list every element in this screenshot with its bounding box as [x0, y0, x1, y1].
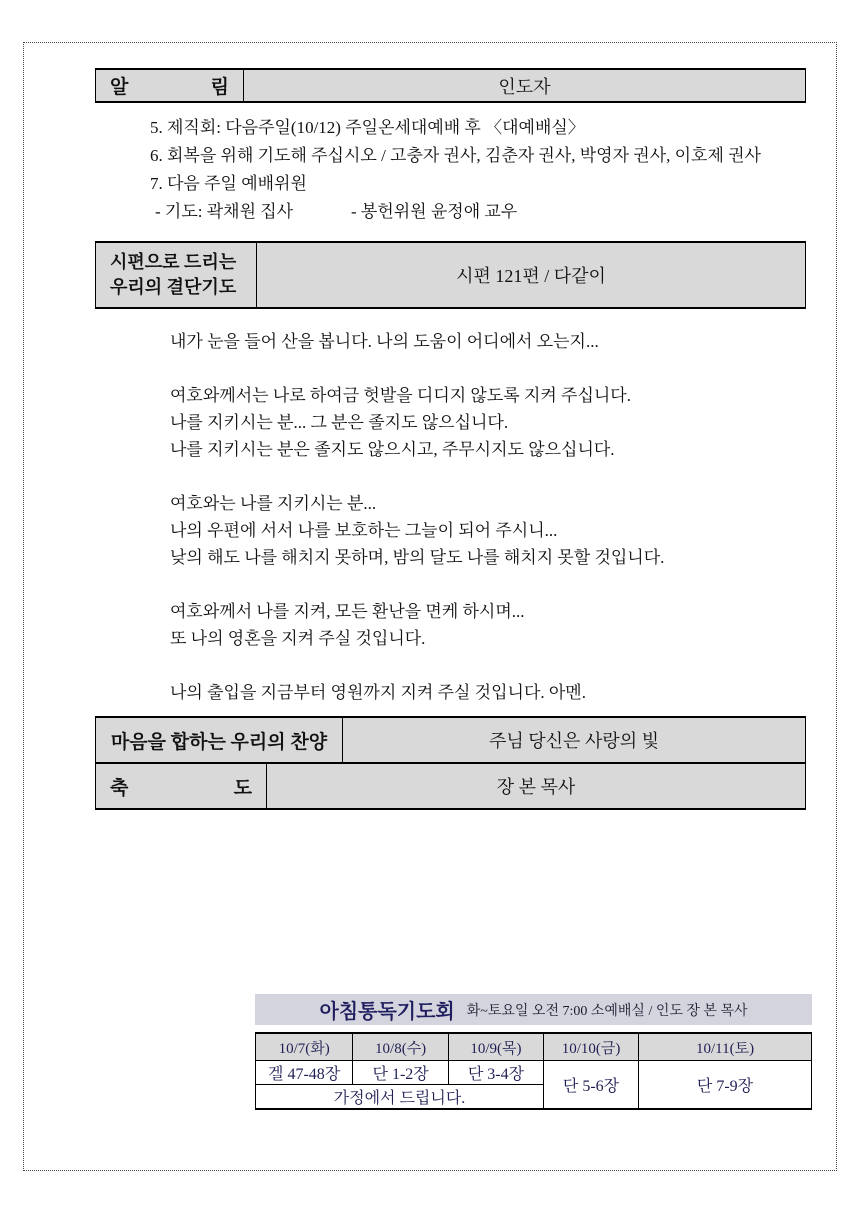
notice-label: [96, 70, 244, 101]
notice-item: 6. 회복을 위해 기도해 주십시오 / 고충자 권사, 김춘자 권사, 박영자 권사, 이호제 권사: [150, 146, 761, 165]
psalm-paragraph: [170, 490, 806, 571]
psalm-line: 여호와는 나를 지키시는 분...: [170, 494, 377, 513]
benediction-row: [95, 762, 806, 810]
psalm-line: 나의 우편에 서서 나를 보호하는 그늘이 되어 주시니...: [170, 521, 558, 540]
morning-reading-cell: 단 1-2장: [353, 1061, 449, 1085]
morning-prayer-section: [255, 994, 812, 1110]
morning-prayer-subtitle: 화~토요일 오전 7:00 소예배실 / 인도 장 본 목사: [466, 1003, 748, 1019]
benediction-pastor-value: 장 본 목사: [496, 777, 576, 797]
morning-day-cell: 10/8(수): [353, 1033, 449, 1061]
morning-reading-cell: 단 3-4장: [448, 1061, 543, 1085]
psalm-line: 낮의 해도 나를 해치지 못하며, 밤의 달도 나를 해치지 못할 것입니다.: [170, 548, 665, 567]
psalm-line: 나를 지키시는 분... 그 분은 졸지도 않으십니다.: [170, 413, 509, 432]
psalm-paragraph: [170, 598, 806, 652]
praise-song-value: 주님 당신은 사랑의 빛: [489, 731, 659, 751]
morning-readings-row: [256, 1061, 812, 1085]
morning-reading-cell: 단 5-6장: [543, 1061, 638, 1110]
notice-label-right: 림: [210, 77, 229, 98]
notice-header-row: [95, 68, 806, 103]
psalm-line: 또 나의 영혼을 지켜 주실 것입니다.: [170, 629, 426, 648]
bulletin-content: [95, 68, 806, 1110]
benediction-label-left: 축: [110, 777, 129, 799]
notice-item: 5. 제직회: 다음주일(10/12) 주일온세대예배 후 〈대예배실〉: [150, 118, 585, 137]
morning-note-cell: 가정에서 드립니다.: [256, 1085, 544, 1110]
praise-row: [95, 716, 806, 764]
notice-leader-value: 인도자: [498, 76, 551, 97]
psalm-paragraph: [170, 382, 806, 463]
morning-day-cell: 10/10(금): [543, 1033, 638, 1061]
praise-label: 마음을 합하는 우리의 찬양: [96, 718, 343, 762]
morning-prayer-title: 아침통독기도회: [319, 1001, 455, 1023]
morning-reading-cell: 겔 47-48장: [256, 1061, 353, 1085]
psalm-reference-value: 시편 121편 / 다같이: [456, 266, 606, 286]
psalm-label: [96, 243, 257, 307]
psalm-label-line2: 우리의 결단기도: [110, 277, 237, 297]
morning-day-cell: 10/9(목): [448, 1033, 543, 1061]
psalm-line: 여호와께서는 나로 하여금 헛발을 디디지 않도록 지켜 주십니다.: [170, 386, 631, 405]
morning-day-cell: 10/7(화): [256, 1033, 353, 1061]
psalm-line: 나를 지키시는 분은 졸지도 않으시고, 주무시지도 않으십니다.: [170, 440, 615, 459]
psalm-line: 내가 눈을 들어 산을 봅니다. 나의 도움이 어디에서 오는지...: [170, 332, 599, 351]
notice-label-left: 알: [110, 77, 129, 98]
psalm-label-line1: 시편으로 드리는: [110, 252, 237, 272]
morning-days-row: [256, 1033, 812, 1061]
psalm-line: 여호와께서 나를 지켜, 모든 환난을 면케 하시며...: [170, 602, 525, 621]
morning-reading-cell: 단 7-9장: [639, 1061, 812, 1110]
psalm-header-row: [95, 241, 806, 309]
morning-prayer-table: [255, 1032, 812, 1110]
notice-sub-item: - 봉헌위원 윤정애 교우: [351, 202, 518, 221]
morning-prayer-header: [255, 994, 812, 1025]
psalm-body: [170, 328, 806, 706]
psalm-paragraph: [170, 328, 806, 355]
benediction-label-right: 도: [233, 777, 252, 799]
benediction-label: [96, 764, 267, 808]
psalm-line: 나의 출입을 지금부터 영원까지 지켜 주실 것입니다. 아멘.: [170, 683, 586, 702]
psalm-paragraph: [170, 679, 806, 706]
notice-item: 7. 다음 주일 예배위원: [150, 174, 307, 193]
morning-day-cell: 10/11(토): [639, 1033, 812, 1061]
notice-list: [150, 114, 806, 198]
notice-sub-row: [155, 198, 806, 226]
notice-sub-item: - 기도: 곽채원 집사: [155, 202, 294, 221]
